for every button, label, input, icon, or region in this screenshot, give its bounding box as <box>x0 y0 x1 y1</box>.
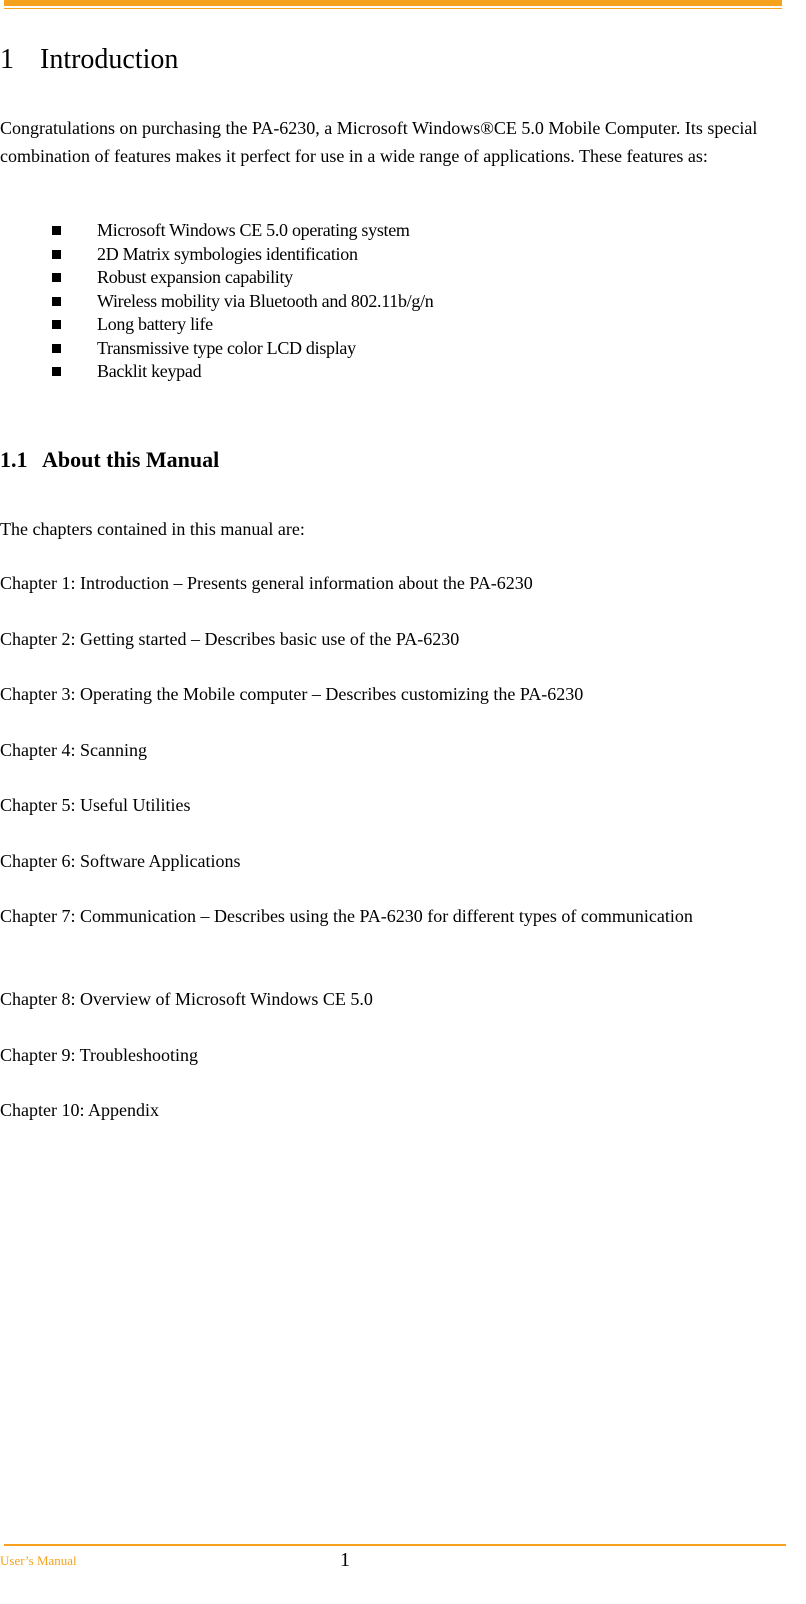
chapter-entry: Chapter 2: Getting started – Describes basic use of the PA-6230 <box>0 629 460 649</box>
chapter-entry: Chapter 8: Overview of Microsoft Windows CE 5.0 <box>0 989 373 1009</box>
chapter-entry: Chapter 3: Operating the Mobile computer – Describes customizing the PA-6230 <box>0 684 584 704</box>
feature-text: 2D Matrix symbologies identification <box>97 243 358 264</box>
footer-rule <box>4 1544 786 1546</box>
feature-text: Microsoft Windows CE 5.0 operating system <box>97 220 410 240</box>
square-bullet-icon <box>52 250 61 259</box>
chapter-entry: Chapter 1: Introduction – Presents general information about the PA-6230 <box>0 573 533 593</box>
section-number: 1.1 <box>0 447 28 472</box>
chapter-entry: Chapter 5: Useful Utilities <box>0 795 191 815</box>
page-number: 1 <box>340 1549 350 1571</box>
section-heading <box>0 444 219 476</box>
chapter-entry: Chapter 4: Scanning <box>0 740 147 760</box>
chapter-number: 1 <box>0 44 14 75</box>
header-rule-thick <box>4 0 782 6</box>
square-bullet-icon <box>52 320 61 329</box>
square-bullet-icon <box>52 344 61 353</box>
square-bullet-icon <box>52 367 61 376</box>
chapter-entry: Chapter 6: Software Applications <box>0 851 241 871</box>
square-bullet-icon <box>52 226 61 235</box>
feature-text: Transmissive type color LCD display <box>97 337 356 358</box>
feature-text: Robust expansion capability <box>97 267 293 287</box>
footer-label: User’s Manual <box>0 1553 77 1568</box>
chapter-entry: Chapter 10: Appendix <box>0 1100 159 1120</box>
square-bullet-icon <box>52 273 61 282</box>
header-rule-thin <box>4 8 782 9</box>
section-lead: The chapters contained in this manual are: <box>0 519 305 539</box>
chapter-title-text: Introduction <box>40 44 179 75</box>
chapter-entry: Chapter 9: Troubleshooting <box>0 1045 199 1065</box>
square-bullet-icon <box>52 297 61 306</box>
section-title: About this Manual <box>42 447 220 472</box>
feature-text: Wireless mobility via Bluetooth and 802.11b/g/n <box>97 290 434 311</box>
feature-text: Long battery life <box>97 314 213 334</box>
chapter-title <box>0 40 178 80</box>
feature-text: Backlit keypad <box>97 361 202 381</box>
intro-paragraph: Congratulations on purchasing the PA-6230, a Microsoft Windows®CE 5.0 Mobile Computer. Its special combination of features makes it perfect for use in a wide range of applications. These features as: <box>0 118 758 166</box>
chapter-entry: Chapter 7: Communication – Describes using the PA-6230 for different types of communication <box>0 906 693 926</box>
